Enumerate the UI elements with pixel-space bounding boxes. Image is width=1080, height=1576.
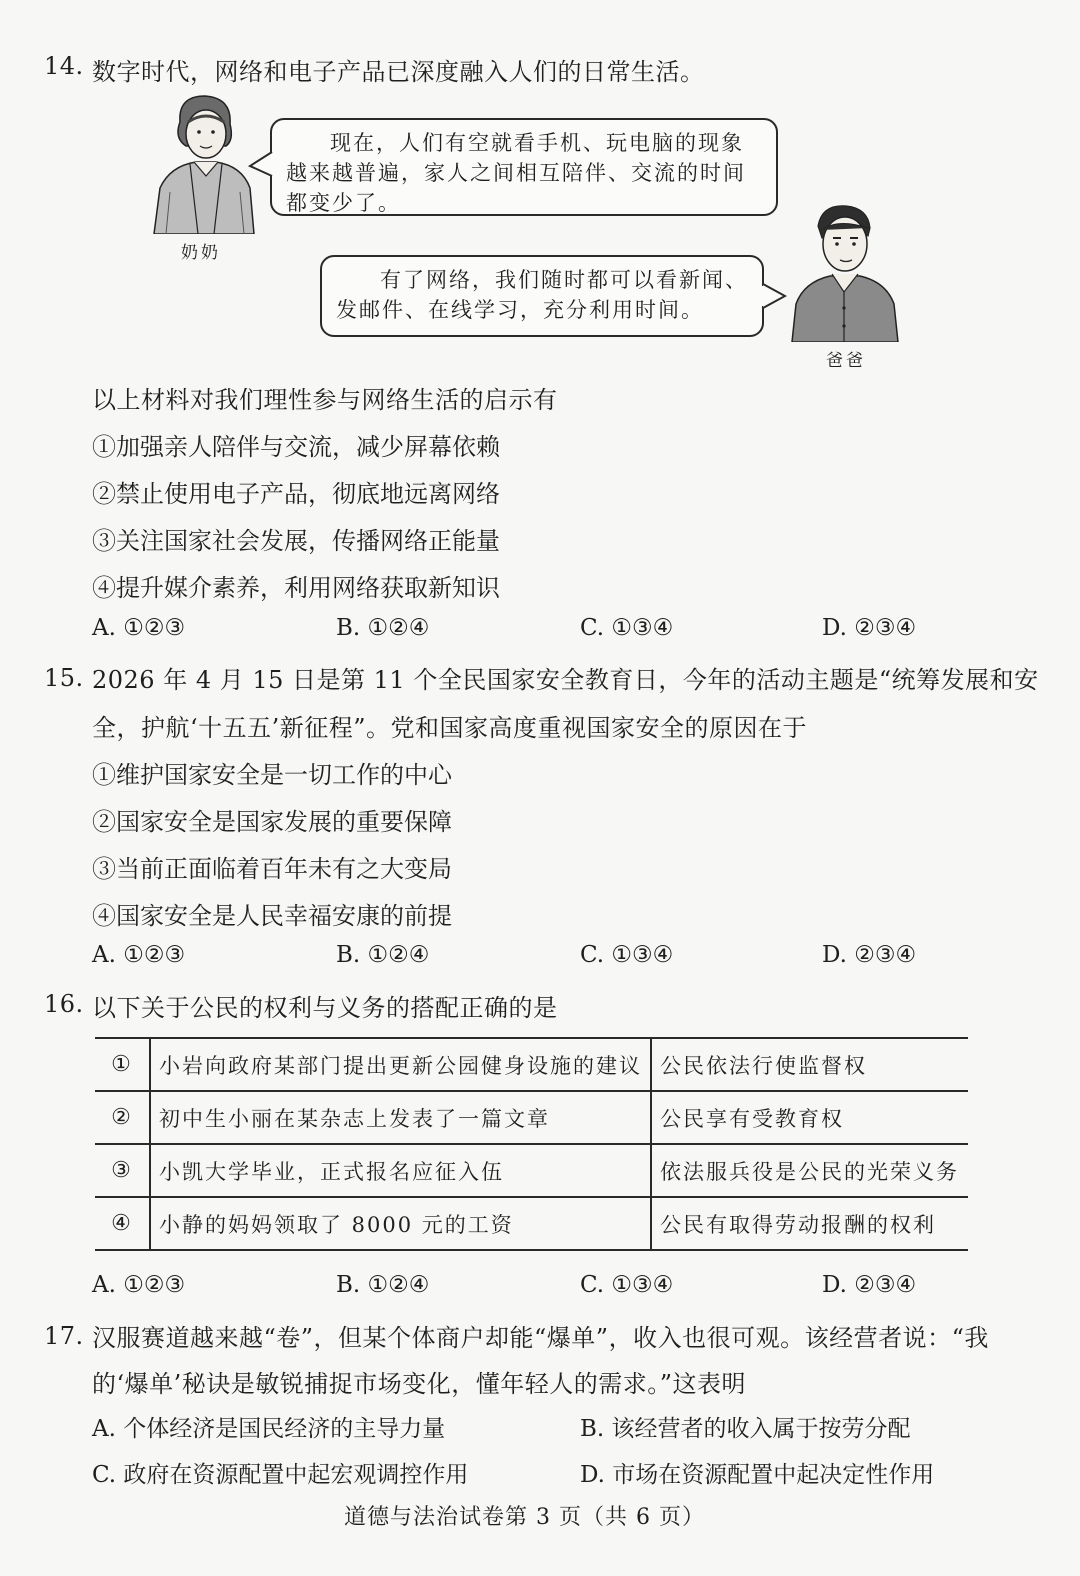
row-case: 初中生小丽在某杂志上发表了一篇文章 bbox=[150, 1091, 651, 1144]
q16-number: 16. bbox=[44, 990, 84, 1018]
grandma-illustration bbox=[150, 92, 256, 234]
q17-stem-line-2: 的‘爆单’秘诀是敏锐捕捉市场变化，懂年轻人的需求。”这表明 bbox=[92, 1370, 747, 1398]
page-footer: 道德与法治试卷第 3 页（共 6 页） bbox=[344, 1505, 705, 1530]
grandma-speech-line-1: 现在，人们有空就看手机、玩电脑的现象 bbox=[330, 131, 744, 155]
q14-option-4: ④提升媒介素养，利用网络获取新知识 bbox=[92, 574, 500, 602]
q14-option-1: ①加强亲人陪伴与交流，减少屏幕依赖 bbox=[92, 433, 500, 461]
q17-stem-line-1: 汉服赛道越来越“卷”，但某个体商户却能“爆单”，收入也很可观。该经营者说：“我 bbox=[92, 1324, 989, 1352]
q17-choice-a[interactable]: A. 个体经济是国民经济的主导力量 bbox=[92, 1416, 446, 1442]
dad-bubble-tail bbox=[761, 282, 787, 312]
q14-number: 14. bbox=[44, 52, 84, 80]
q15-choice-c[interactable]: C. ①③④ bbox=[580, 942, 674, 968]
dad-speech-line-2: 发邮件、在线学习，充分利用时间。 bbox=[336, 298, 704, 322]
q15-choice-a[interactable]: A. ①②③ bbox=[92, 942, 186, 968]
table-row bbox=[95, 1038, 968, 1091]
q14-choice-d[interactable]: D. ②③④ bbox=[822, 615, 917, 641]
q15-stem-line-2: 全，护航‘十五五’新征程”。党和国家高度重视国家安全的原因在于 bbox=[92, 714, 808, 742]
row-case: 小静的妈妈领取了 8000 元的工资 bbox=[150, 1197, 651, 1250]
q16-choice-d[interactable]: D. ②③④ bbox=[822, 1272, 917, 1298]
dad-speech-bubble bbox=[320, 255, 764, 337]
q15-number: 15. bbox=[44, 664, 84, 692]
table-row bbox=[95, 1144, 968, 1197]
q16-stem: 以下关于公民的权利与义务的搭配正确的是 bbox=[92, 994, 558, 1022]
q17-number: 17. bbox=[44, 1322, 84, 1350]
q17-choice-c[interactable]: C. 政府在资源配置中起宏观调控作用 bbox=[92, 1462, 469, 1488]
q14-choice-c[interactable]: C. ①③④ bbox=[580, 615, 674, 641]
table-row bbox=[95, 1197, 968, 1250]
q15-option-1: ①维护国家安全是一切工作的中心 bbox=[92, 761, 452, 789]
q14-prompt: 以上材料对我们理性参与网络生活的启示有 bbox=[92, 386, 558, 414]
dad-speech-line-1: 有了网络，我们随时都可以看新闻、 bbox=[380, 268, 748, 292]
q15-stem-line-1: 2026 年 4 月 15 日是第 11 个全民国家安全教育日，今年的活动主题是“统筹发展和安 bbox=[92, 666, 1039, 694]
row-right: 公民有取得劳动报酬的权利 bbox=[651, 1197, 968, 1250]
q14-option-3: ③关注国家社会发展，传播网络正能量 bbox=[92, 527, 500, 555]
q16-choice-b[interactable]: B. ①②④ bbox=[336, 1272, 430, 1298]
grandma-bubble-tail bbox=[248, 150, 274, 180]
q15-option-4: ④国家安全是人民幸福安康的前提 bbox=[92, 902, 452, 930]
row-number: ① bbox=[95, 1038, 150, 1091]
q14-choice-b[interactable]: B. ①②④ bbox=[336, 615, 430, 641]
row-number: ② bbox=[95, 1091, 150, 1144]
row-number: ④ bbox=[95, 1197, 150, 1250]
q15-choice-b[interactable]: B. ①②④ bbox=[336, 942, 430, 968]
rights-duties-table bbox=[95, 1037, 968, 1251]
table-row bbox=[95, 1091, 968, 1144]
q15-option-3: ③当前正面临着百年未有之大变局 bbox=[92, 855, 452, 883]
q14-stem: 数字时代，网络和电子产品已深度融入人们的日常生活。 bbox=[92, 58, 705, 86]
grandma-speech-line-3: 都变少了。 bbox=[286, 191, 401, 215]
q17-choice-b[interactable]: B. 该经营者的收入属于按劳分配 bbox=[580, 1416, 911, 1442]
grandma-speech-line-2: 越来越普遍，家人之间相互陪伴、交流的时间 bbox=[286, 161, 746, 185]
q16-choice-c[interactable]: C. ①③④ bbox=[580, 1272, 674, 1298]
q14-choice-a[interactable]: A. ①②③ bbox=[92, 615, 186, 641]
row-right: 公民依法行使监督权 bbox=[651, 1038, 968, 1091]
dad-label: 爸爸 bbox=[826, 351, 866, 371]
row-case: 小凯大学毕业，正式报名应征入伍 bbox=[150, 1144, 651, 1197]
row-case: 小岩向政府某部门提出更新公园健身设施的建议 bbox=[150, 1038, 651, 1091]
q16-choice-a[interactable]: A. ①②③ bbox=[92, 1272, 186, 1298]
grandma-label: 奶奶 bbox=[181, 243, 221, 263]
grandma-speech-bubble bbox=[270, 118, 778, 216]
q14-option-2: ②禁止使用电子产品，彻底地远离网络 bbox=[92, 480, 500, 508]
q15-choice-d[interactable]: D. ②③④ bbox=[822, 942, 917, 968]
q15-option-2: ②国家安全是国家发展的重要保障 bbox=[92, 808, 452, 836]
dad-illustration bbox=[788, 200, 900, 342]
row-right: 依法服兵役是公民的光荣义务 bbox=[651, 1144, 968, 1197]
q17-choice-d[interactable]: D. 市场在资源配置中起决定性作用 bbox=[580, 1462, 935, 1488]
row-right: 公民享有受教育权 bbox=[651, 1091, 968, 1144]
row-number: ③ bbox=[95, 1144, 150, 1197]
